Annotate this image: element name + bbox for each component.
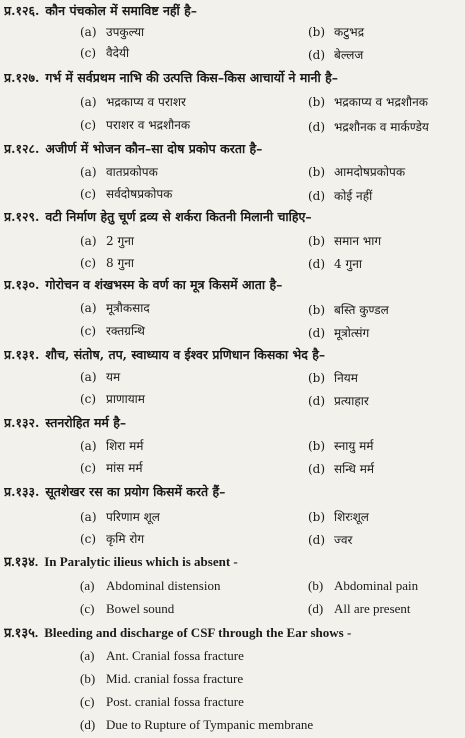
option-c: (c) रक्तग्रन्थि (80, 324, 145, 338)
option-a: (a) भद्रकाप्य व पराशर (80, 95, 186, 109)
option-c: (c) 8 गुना (80, 256, 134, 270)
question-number: प्र.१२९. (4, 209, 40, 224)
option-c: (c) प्राणायाम (80, 392, 145, 406)
question-text: अजीर्ण में भोजन कौन–सा दोष प्रकोप करता है– (45, 141, 263, 156)
option-b: (b) आमदोषप्रकोपक (308, 165, 406, 179)
question-134 (4, 554, 461, 570)
question-text: स्तनरोहित मर्म है– (45, 415, 127, 430)
question-127 (4, 70, 461, 86)
option-a: (a) परिणाम शूल (80, 510, 160, 524)
option-a: (a) यम (80, 370, 121, 384)
option-c: (c) Bowel sound (80, 601, 175, 616)
option-b: (b) Abdominal pain (308, 578, 419, 593)
question-text: In Paralytic ilieus which is absent - (44, 554, 238, 569)
question-135 (4, 625, 461, 641)
option-a: (a) शिरा मर्म (80, 439, 144, 453)
option-a: (a) मूत्रौकसाद (80, 301, 150, 315)
question-number: प्र.१३३. (4, 484, 40, 499)
question-number: प्र.१३०. (4, 277, 40, 292)
question-129 (4, 209, 461, 225)
option-d: (d) All are present (308, 601, 411, 616)
question-number: प्र.१३१. (4, 347, 40, 362)
question-number: प्र.१३५. (4, 625, 39, 640)
option-d: (d) Due to Rupture of Tympanic membrane (80, 717, 314, 732)
question-text: सूतशेखर रस का प्रयोग किसमें करते हैं– (45, 484, 226, 499)
option-d: (d) सन्धि मर्म (308, 462, 375, 476)
question-text: गोरोचन व शंखभस्म के वर्ण का मूत्र किसमें आता है– (45, 277, 283, 292)
option-b: (b) भद्रकाप्य व भद्रशौनक (308, 95, 428, 109)
question-number: प्र.१२६. (4, 3, 40, 18)
option-d: (d) कोई नहीं (308, 189, 373, 203)
question-number: प्र.१२७. (4, 70, 40, 85)
question-text: कौन पंचकोल में समाविष्ट नहीं है– (45, 3, 198, 18)
question-133 (4, 484, 461, 500)
question-126 (4, 3, 461, 19)
option-c: (c) कृमि रोग (80, 532, 145, 546)
question-text: Bleeding and discharge of CSF through the Ear shows - (44, 625, 352, 640)
question-text: शौच, संतोष, तप, स्वाध्याय व ईश्वर प्रणिधान किसका भेद है– (45, 347, 326, 362)
option-a: (a) 2 गुना (80, 234, 134, 248)
option-d: (d) भद्रशौनक व मार्कण्डेय (308, 120, 429, 134)
option-c: (c) मांस मर्म (80, 461, 143, 475)
option-c: (c) पराशर व भद्रशौनक (80, 118, 191, 132)
question-131 (4, 347, 461, 363)
option-d: (d) प्रत्याहार (308, 394, 369, 408)
option-b: (b) स्नायु मर्म (308, 439, 374, 453)
option-a: (a) Ant. Cranial fossa fracture (80, 648, 244, 663)
option-d: (d) 4 गुना (308, 257, 362, 271)
question-number: प्र.१२८. (4, 141, 40, 156)
option-d: (d) मूत्रोत्संग (308, 326, 370, 340)
question-number: प्र.१३२. (4, 415, 40, 430)
option-a: (a) Abdominal distension (80, 578, 221, 593)
option-a: (a) वातप्रकोपक (80, 165, 158, 179)
question-128 (4, 141, 461, 157)
question-number: प्र.१३४. (4, 554, 39, 569)
option-b: (b) कटुभद्र (308, 25, 365, 39)
option-c: (c) Post. cranial fossa fracture (80, 694, 244, 709)
option-d: (d) ज्वर (308, 533, 353, 547)
option-c: (c) सर्वदोषप्रकोपक (80, 187, 173, 201)
question-text: गर्भ में सर्वप्रथम नाभि की उत्पत्ति किस–किस आचार्यो ने मानी है– (45, 70, 338, 85)
option-b: (b) नियम (308, 371, 358, 385)
option-b: (b) Mid. cranial fossa fracture (80, 671, 244, 686)
question-130 (4, 277, 461, 293)
option-d: (d) बेल्लज (308, 48, 364, 62)
option-c: (c) वैदेयी (80, 46, 130, 60)
option-b: (b) बस्ति कुण्डल (308, 303, 389, 317)
option-b: (b) समान भाग (308, 234, 382, 248)
question-text: वटी निर्माण हेतु चूर्ण द्रव्य से शर्करा कितनी मिलानी चाहिए– (45, 209, 312, 224)
option-b: (b) शिरःशूल (308, 510, 369, 524)
question-132 (4, 415, 461, 431)
option-a: (a) उपकुल्या (80, 25, 145, 39)
